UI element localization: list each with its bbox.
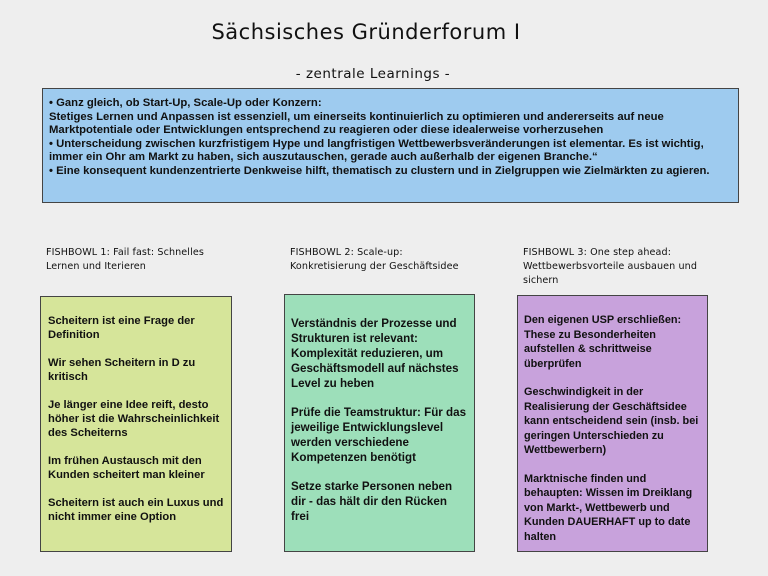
fishbowl-title-line: Lernen und Iterieren (46, 261, 146, 272)
fishbowl-2-title (290, 246, 490, 274)
fishbowl-title-line: FISHBOWL 3: One step ahead: (523, 247, 672, 258)
fishbowl-point: Den eigenen USP erschließen: These zu Besonderheiten aufstellen & schrittweise überprüfen (524, 314, 682, 370)
fishbowl-point: Scheitern ist auch ein Luxus und nicht immer eine Option (48, 497, 224, 523)
fishbowl-title-line: Konkretisierung der Geschäftsidee (290, 261, 459, 272)
fishbowl-point: Geschwindigkeit in der Realisierung der Geschäftsidee kann entscheidend sein (insb. bei geringen Unterschieden zu Wettbewerbern) (524, 386, 699, 456)
fishbowl-point: Je länger eine Idee reift, desto höher ist die Wahrscheinlichkeit des Scheiterns (48, 399, 220, 439)
banner-line: • Eine konsequent kundenzentrierte Denkweise hilft, thematisch zu clustern und in Zielgruppen wie Zielmärkten zu agieren. (49, 164, 710, 177)
banner-line: • Unterscheidung zwischen kurzfristigem Hype und langfristigen Wettbewerbsveränderungen ist elementar. Es ist wichtig, immer ein Ohr am Markt zu haben, sich auszutauschen, gerade auch außerhalb der eigenen Branche.“ (49, 137, 704, 164)
fishbowl-point: Marktnische finden und behaupten: Wissen im Dreiklang von Markt-, Wettbewerb und Kunden DAUERHAFT up to date halten (524, 472, 693, 543)
fishbowl-title-line: FISHBOWL 2: Scale-up: (290, 247, 403, 258)
fishbowl-1-card (40, 296, 232, 552)
fishbowl-point: Wir sehen Scheitern in D zu kritisch (48, 357, 196, 383)
fishbowl-point: Verständnis der Prozesse und Strukturen ist relevant: Komplexität reduzieren, um Geschäftsmodell auf nächstes Level zu heben (291, 317, 459, 390)
fishbowl-2-card (284, 294, 475, 552)
fishbowl-point: Scheitern ist eine Frage der Definition (48, 315, 195, 341)
page-title: Sächsisches Gründerforum I (211, 20, 521, 44)
banner-line: Stetiges Lernen und Anpassen ist essenziell, um einerseits kontinuierlich zu optimieren und andererseits auf neue Marktpotentiale oder Entwicklungen entsprechend zu reagieren oder diese idealerweise vorherzusehen (49, 110, 664, 137)
fishbowl-title-line: sichern (523, 275, 559, 286)
fishbowl-1-title (46, 246, 236, 274)
fishbowl-point: Setze starke Personen neben dir - das hält dir den Rücken frei (291, 480, 453, 523)
key-learnings-banner (42, 88, 739, 203)
page-subtitle: - zentrale Learnings - (295, 66, 451, 82)
fishbowl-title-line: Wettbewerbsvorteile ausbauen und (523, 261, 698, 272)
fishbowl-3-card (517, 295, 708, 552)
fishbowl-title-line: FISHBOWL 1: Fail fast: Schnelles (46, 247, 204, 258)
fishbowl-3-title (523, 246, 723, 288)
banner-line: • Ganz gleich, ob Start-Up, Scale-Up oder Konzern: (49, 97, 322, 109)
fishbowl-point: Im frühen Austausch mit den Kunden scheitert man kleiner (48, 455, 205, 481)
fishbowl-point: Prüfe die Teamstruktur: Für das jeweilige Entwicklungslevel werden verschiedene Kompetenzen benötigt (291, 406, 467, 464)
